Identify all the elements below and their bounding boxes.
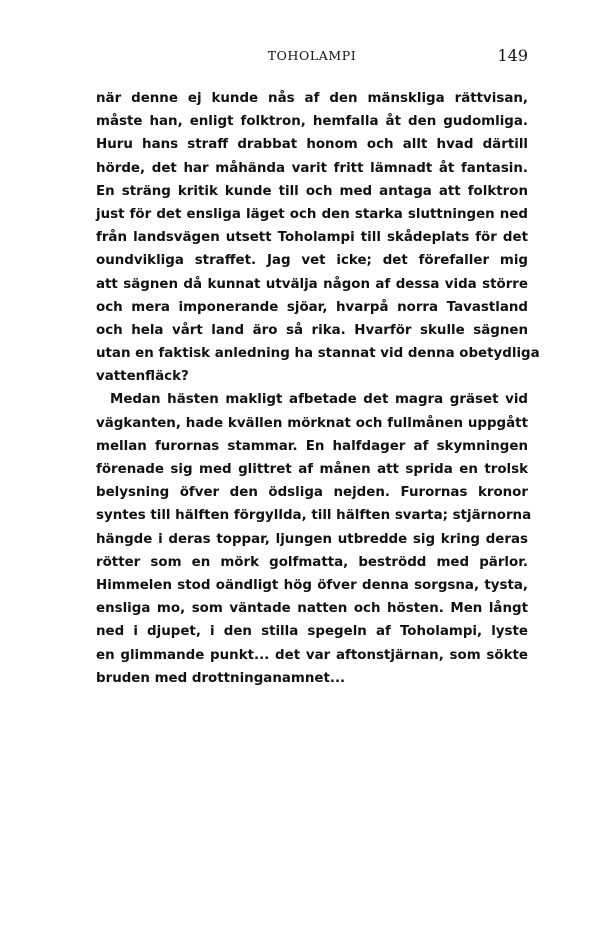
text-line: hängde i deras toppar, ljungen utbredde sig kring deras xyxy=(96,531,528,547)
text-line: ensliga mo, som väntade natten och hösten. Men långt xyxy=(96,601,528,617)
text-line: utan en faktisk anledning ha stannat vid denna obetydliga xyxy=(96,346,540,362)
text-line: ned i djupet, i den stilla spegeln af Toholampi, lyste xyxy=(96,624,528,640)
text-line: vägkanten, hade kvällen mörknat och fullmånen uppgått xyxy=(96,415,528,431)
page-header xyxy=(96,46,528,68)
page-number: 149 xyxy=(497,46,528,65)
text-line: måste han, enligt folktron, hemfalla åt den gudomliga. xyxy=(96,114,528,130)
text-line: rötter som en mörk golfmatta, beströdd med pärlor. xyxy=(96,554,528,570)
text-line: att sägnen då kunnat utvälja någon af dessa vida större xyxy=(96,276,528,292)
text-line: när denne ej kunde nås af den mänskliga rättvisan, xyxy=(96,91,528,106)
text-line: oundvikliga straffet. Jag vet icke; det förefaller mig xyxy=(96,253,528,269)
paragraph-end-line: bruden med drottninganamnet... xyxy=(96,670,346,686)
text-line: En sträng kritik kunde till och med antaga att folktron xyxy=(96,183,528,199)
text-line: och hela vårt land äro så rika. Hvarför skulle sägnen xyxy=(96,322,528,338)
text-line: just för det ensliga läget och den starka sluttningen ned xyxy=(96,206,528,222)
paragraph-start-line: Medan hästen makligt afbetade det magra gräset vid xyxy=(110,392,528,408)
text-line: Huru hans straff drabbat honom och allt hvad därtill xyxy=(96,137,528,153)
text-line: mellan furornas stammar. En halfdager af skymningen xyxy=(96,438,528,454)
text-line: Himmelen stod oändligt hög öfver denna sorgsna, tysta, xyxy=(96,577,528,593)
text-line: hörde, det har måhända varit fritt lämnadt åt fantasin. xyxy=(96,160,528,176)
text-line: belysning öfver den ödsliga nejden. Furornas kronor xyxy=(96,485,528,501)
text-line: och mera imponerande sjöar, hvarpå norra Tavastland xyxy=(96,299,528,315)
text-line: från landsvägen utsett Toholampi till skådeplats för det xyxy=(96,230,528,246)
paragraph-end-line: vattenfläck? xyxy=(96,369,189,385)
text-line: förenade sig med glittret af månen att sprida en trolsk xyxy=(96,462,528,477)
body-text xyxy=(96,87,540,690)
text-line: en glimmande punkt... det var aftonstjärnan, som sökte xyxy=(96,647,528,663)
running-title: TOHOLAMPI xyxy=(267,48,357,63)
text-line: syntes till hälften förgyllda, till hälften svarta; stjärnorna xyxy=(96,508,532,524)
